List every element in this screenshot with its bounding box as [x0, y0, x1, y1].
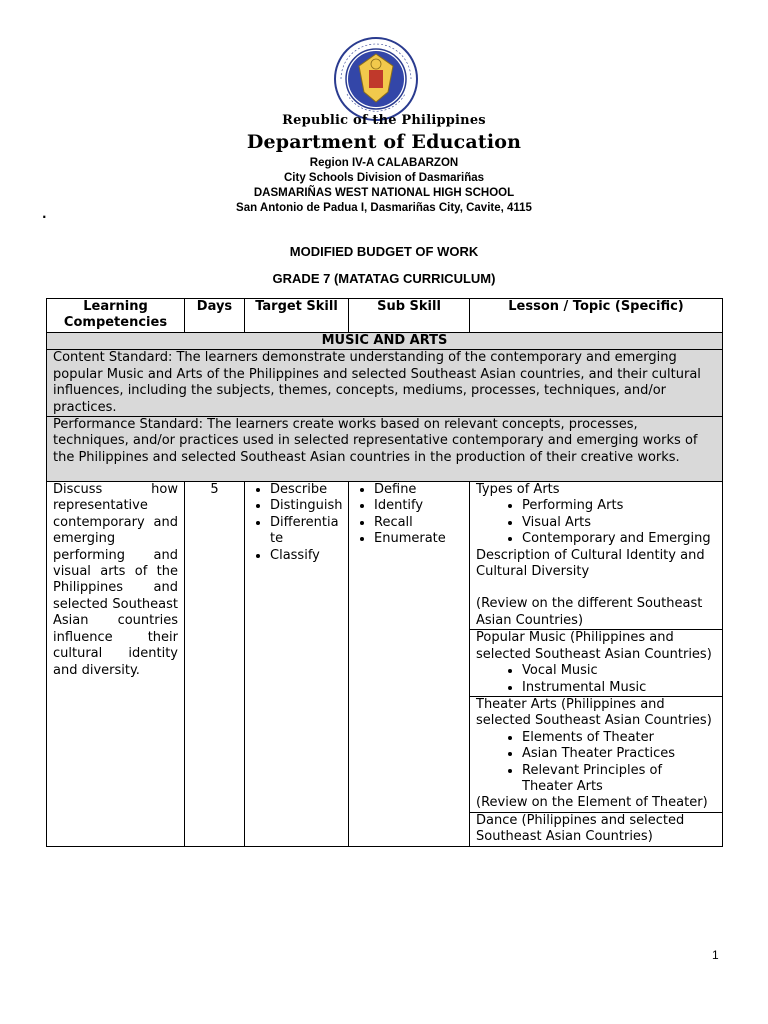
- performance-standard: Performance Standard: The learners create works based on relevant concepts, processes, techniques, and/or practices used in selected representative contemporary and emerging works of the Philippines and selected Southeast Asian countries in the production of their creative works.: [47, 417, 723, 482]
- lesson-title: Types of Arts: [476, 482, 560, 498]
- competency-cell: Discuss how representative contemporary and emerging performing and visual arts of the Philippines and selected Southeast Asian countries influence their cultural identity and diversity.: [47, 482, 185, 847]
- sub-skill-cell: [349, 482, 470, 847]
- document-subtitle: GRADE 7 (MATATAG CURRICULUM): [272, 271, 496, 286]
- header-competencies: Learning Competencies: [47, 299, 185, 333]
- list-item: • Elements of Theater: [522, 730, 716, 746]
- lesson-title: Theater Arts (Philippines and selected Southeast Asian Countries): [476, 696, 712, 729]
- stray-mark: .: [42, 207, 47, 221]
- document-title: MODIFIED BUDGET OF WORK: [289, 244, 479, 259]
- list-item: • Enumerate: [374, 531, 463, 547]
- department-heading: Department of Education: [246, 131, 522, 153]
- division-line: City Schools Division of Dasmariñas: [283, 172, 485, 184]
- budget-of-work-table: [46, 298, 723, 847]
- sub-skill-list: [355, 482, 463, 548]
- lesson-popular-music: [470, 630, 723, 697]
- section-heading: MUSIC AND ARTS: [47, 333, 723, 350]
- lesson-types-of-arts: [470, 482, 723, 630]
- list-item: • Differentia te: [270, 515, 342, 548]
- days-cell: 5: [185, 482, 245, 847]
- list-item: • Instrumental Music: [522, 680, 716, 696]
- target-skill-cell: [245, 482, 349, 847]
- lesson-description: Description of Cultural Identity and Cultural Diversity: [476, 547, 705, 580]
- list-item: • Relevant Principles of Theater Arts: [522, 763, 716, 796]
- list-item: • Asian Theater Practices: [522, 746, 716, 762]
- list-item: • Vocal Music: [522, 663, 716, 679]
- header-days: Days: [185, 299, 245, 333]
- list-item: • Classify: [270, 548, 342, 564]
- header-sub-skill: Sub Skill: [349, 299, 470, 333]
- page-number: 1: [712, 948, 719, 962]
- header-lesson: Lesson / Topic (Specific): [470, 299, 723, 333]
- list-item: • Distinguish: [270, 498, 342, 514]
- table-header-row: [47, 299, 723, 333]
- lesson-list: [476, 663, 716, 696]
- content-standard: Content Standard: The learners demonstrate understanding of the contemporary and emerging popular Music and Arts of the Philippines and selected Southeast Asian countries, and their cultural influences, including the subjects, themes, concepts, mediums, processes, techniques, and/or practices.: [47, 350, 723, 417]
- lesson-dance: Dance (Philippines and selected Southeast Asian Countries): [470, 812, 723, 846]
- list-item: • Define: [374, 482, 463, 498]
- lesson-review: (Review on the different Southeast Asian Countries): [476, 596, 703, 628]
- table-row: [47, 482, 723, 630]
- address-line: San Antonio de Padua I, Dasmariñas City, Cavite, 4115: [236, 202, 532, 214]
- list-item: • Visual Arts: [522, 515, 716, 531]
- region-line: Region IV-A CALABARZON: [309, 157, 459, 169]
- header-target-skill: Target Skill: [245, 299, 349, 333]
- target-skill-list: [251, 482, 342, 564]
- lesson-title: Popular Music (Philippines and selected Southeast Asian Countries): [476, 630, 712, 662]
- list-item: • Performing Arts: [522, 498, 716, 514]
- lesson-list: [476, 730, 716, 796]
- lesson-list: [476, 498, 716, 547]
- lesson-review: (Review on the Element of Theater): [476, 795, 708, 811]
- republic-heading: Republic of the Philippines: [282, 113, 486, 128]
- list-item: • Recall: [374, 515, 463, 531]
- school-line: DASMARIÑAS WEST NATIONAL HIGH SCHOOL: [253, 187, 515, 199]
- deped-seal-logo: [333, 36, 419, 122]
- lesson-theater-arts: [470, 696, 723, 812]
- list-item: • Contemporary and Emerging: [522, 531, 716, 547]
- list-item: • Identify: [374, 498, 463, 514]
- list-item: • Describe: [270, 482, 342, 498]
